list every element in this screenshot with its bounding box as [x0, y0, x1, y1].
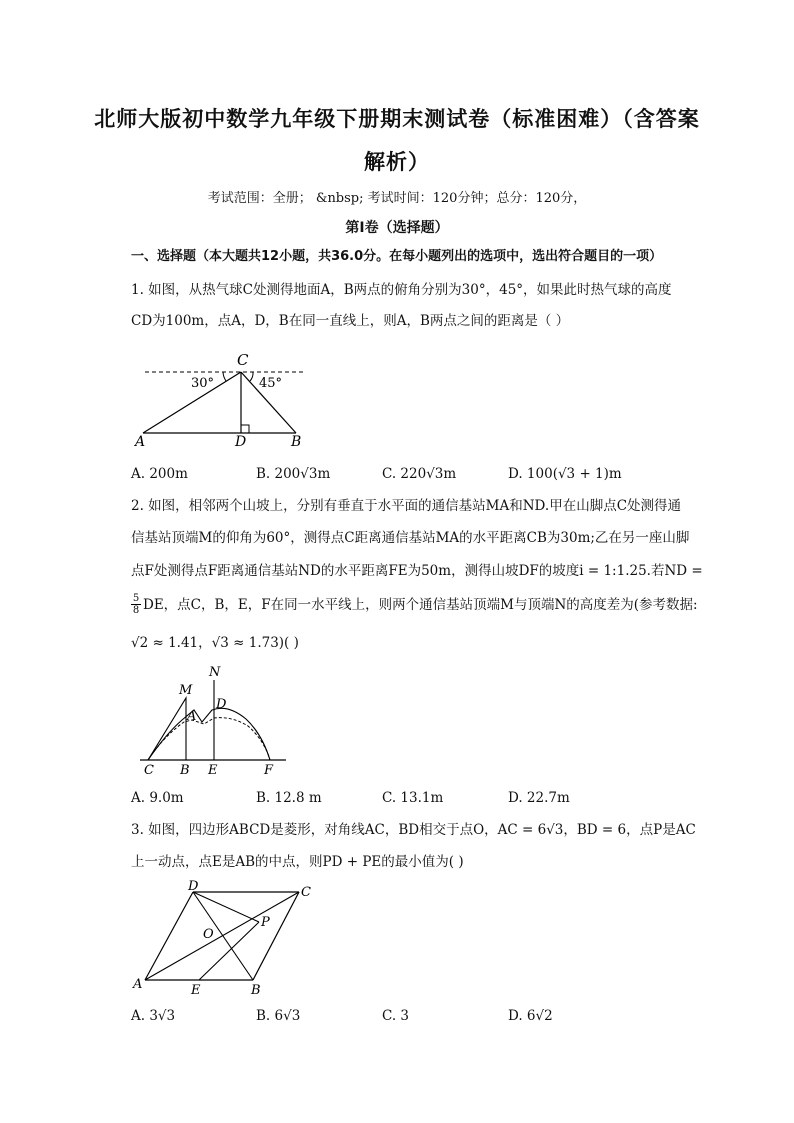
q1-option-c[interactable]: C. 220√3m [382, 466, 457, 482]
q1-label-45: 45° [259, 376, 283, 391]
section-heading: 第I卷（选择题） [345, 220, 449, 236]
q2-line1: 2. 如图，相邻两个山坡上，分别有垂直于水平面的通信基站MA和ND.甲在山脚点C处测得通 [131, 498, 682, 514]
q2-label-N: N [209, 665, 221, 680]
q3-label-A: A [133, 977, 143, 992]
q2-line2: 信基站顶端M的仰角为60°，测得点C距离通信基站MA的水平距离CB为30m;乙在另一座山脚 [131, 530, 690, 546]
exam-meta: 考试范围：全册； &nbsp; 考试时间：120分钟；总分：120分， [207, 191, 587, 206]
q1-label-A: A [135, 434, 146, 448]
q3-label-C: C [301, 885, 311, 900]
q2-label-M: M [179, 683, 193, 698]
q3-label-B: B [251, 983, 261, 998]
q2-label-B: B [180, 763, 190, 776]
q2-option-d[interactable]: D. 22.7m [508, 790, 570, 806]
q3-label-D: D [188, 880, 199, 894]
q3-line2: 上一动点，点E是AB的中点，则PD + PE的最小值为( ) [131, 854, 464, 870]
q2-line3: 点F处测得点F距离通信基站ND的水平距离FE为50m，测得山坡DF的坡度i = 1:1.25.若ND = [131, 563, 703, 579]
q2-label-A: A [187, 709, 197, 724]
instructions: 一、选择题（本大题共12小题，共36.0分。在每小题列出的选项中，选出符合题目的一项） [131, 249, 663, 264]
q2-line4: DE，点C，B，E，F在同一水平线上，则两个通信基站顶端M与顶端N的高度差为(参考数据: [143, 597, 698, 613]
q1-label-C: C [237, 351, 249, 369]
q1-label-D: D [235, 434, 247, 448]
q3-option-c[interactable]: C. 3 [382, 1008, 410, 1024]
q3-label-O: O [203, 927, 214, 942]
q3-label-P: P [261, 915, 270, 930]
q1-label-30: 30° [191, 376, 215, 391]
q3-option-a[interactable]: A. 3√3 [131, 1008, 176, 1024]
q2-label-F: F [264, 763, 274, 776]
q3-figure [131, 880, 321, 998]
q2-line5: √2 ≈ 1.41，√3 ≈ 1.73)( ) [131, 635, 299, 651]
page-title-line2: 解析） [364, 150, 430, 174]
q2-option-a[interactable]: A. 9.0m [131, 790, 184, 806]
q3-option-d[interactable]: D. 6√2 [508, 1008, 553, 1024]
q2-label-C: C [144, 763, 154, 776]
q3-label-E: E [191, 983, 201, 998]
q2-fraction-den: 8 [132, 605, 140, 616]
q1-label-B: B [291, 434, 302, 448]
q3-line1: 3. 如图，四边形ABCD是菱形，对角线AC，BD相交于点O，AC = 6√3，BD = 6，点P是AC [131, 822, 696, 838]
q3-option-b[interactable]: B. 6√3 [256, 1008, 301, 1024]
q2-fraction [131, 593, 141, 616]
q1-line1: 1. 如图，从热气球C处测得地面A，B两点的俯角分别为30°，45°，如果此时热气球的高度 [131, 282, 672, 298]
q1-option-d[interactable]: D. 100(√3 + 1)m [508, 466, 622, 482]
q1-option-b[interactable]: B. 200√3m [256, 466, 331, 482]
q2-option-b[interactable]: B. 12.8 m [256, 790, 322, 806]
q1-option-a[interactable]: A. 200m [131, 466, 188, 482]
q2-fraction-num: 5 [132, 593, 140, 604]
q2-figure [136, 664, 288, 776]
page-title-line1: 北师大版初中数学九年级下册期末测试卷（标准困难）（含答案 [94, 107, 700, 131]
q2-label-D: D [216, 697, 227, 712]
q1-figure [131, 348, 316, 448]
q2-label-E: E [208, 763, 218, 776]
q1-line2: CD为100m，点A，D，B在同一直线上，则A，B两点之间的距离是（ ） [131, 313, 570, 329]
q2-option-c[interactable]: C. 13.1m [382, 790, 444, 806]
